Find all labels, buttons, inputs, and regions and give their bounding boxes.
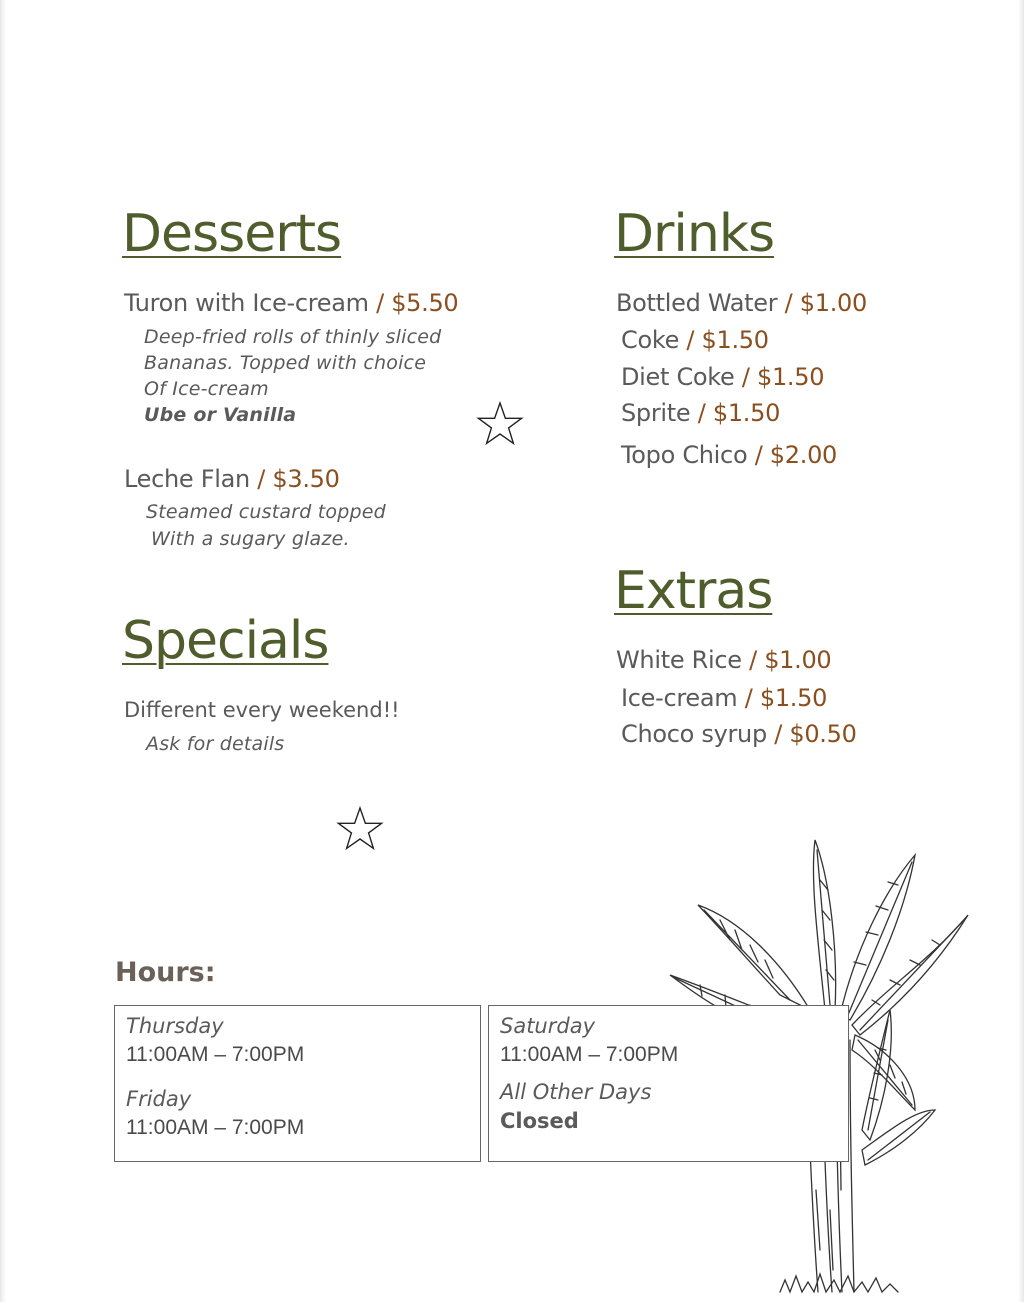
item-description-line: Of Ice-cream <box>144 378 269 400</box>
item-name: White Rice <box>616 646 742 674</box>
item-price: / $1.00 <box>784 289 867 317</box>
item-description-line: Bananas. Topped with choice <box>144 352 427 374</box>
item-price: / $2.00 <box>754 441 838 469</box>
hours-box-left <box>114 1005 481 1162</box>
item-name: Topo Chico <box>621 441 748 469</box>
page-edge-right <box>1018 0 1024 1302</box>
item-name: Ice-cream <box>621 684 738 712</box>
item-name: Diet Coke <box>621 363 735 391</box>
item-name: Choco syrup <box>621 720 767 748</box>
star-outline-icon <box>476 400 524 448</box>
item-name: Coke <box>621 326 680 354</box>
hours-title: Hours: <box>115 957 216 988</box>
hours-time: 11:00AM – 7:00PM <box>500 1043 679 1066</box>
desserts-heading: Desserts <box>122 204 342 264</box>
hours-day: Thursday <box>126 1014 224 1038</box>
hours-closed: Closed <box>500 1109 579 1133</box>
extra-item <box>621 720 857 748</box>
hours-day: Saturday <box>500 1014 596 1038</box>
item-description-line: With a sugary glaze. <box>151 528 350 550</box>
hours-day: All Other Days <box>500 1080 652 1104</box>
hours-time: 11:00AM – 7:00PM <box>126 1043 305 1066</box>
extra-item <box>616 646 831 674</box>
dessert-item-leche-flan <box>124 465 340 493</box>
item-price: / $3.50 <box>257 465 340 493</box>
drinks-heading: Drinks <box>614 204 775 264</box>
item-name: Turon with Ice-cream <box>124 289 369 317</box>
hours-time: 11:00AM – 7:00PM <box>126 1116 305 1139</box>
drink-item <box>621 441 837 469</box>
page-edge-left <box>0 0 6 1302</box>
item-name: Leche Flan <box>124 465 250 493</box>
item-name: Sprite <box>621 399 691 427</box>
item-price: / $1.50 <box>697 399 781 427</box>
hours-day: Friday <box>126 1087 192 1111</box>
specials-heading: Specials <box>122 611 329 671</box>
extra-item <box>621 684 827 712</box>
item-choice: Ube or Vanilla <box>144 404 297 426</box>
drink-item <box>621 326 769 354</box>
item-price: / $0.50 <box>774 720 857 748</box>
item-price: / $1.50 <box>686 326 769 354</box>
item-price: / $1.50 <box>741 363 825 391</box>
hours-box-right <box>488 1005 849 1162</box>
item-price: / $1.00 <box>749 646 832 674</box>
specials-text: Different every weekend!! <box>124 698 400 722</box>
item-price: / $1.50 <box>744 684 828 712</box>
drink-item <box>616 289 867 317</box>
star-outline-icon <box>336 805 384 853</box>
dessert-item-turon <box>124 289 458 317</box>
item-description-line: Steamed custard topped <box>146 501 386 523</box>
specials-note: Ask for details <box>146 733 285 755</box>
drink-item <box>621 363 824 391</box>
item-name: Bottled Water <box>616 289 778 317</box>
drink-item <box>621 399 780 427</box>
item-description-line: Deep-fried rolls of thinly sliced <box>144 326 442 348</box>
item-price: / $5.50 <box>376 289 459 317</box>
extras-heading: Extras <box>614 561 773 621</box>
